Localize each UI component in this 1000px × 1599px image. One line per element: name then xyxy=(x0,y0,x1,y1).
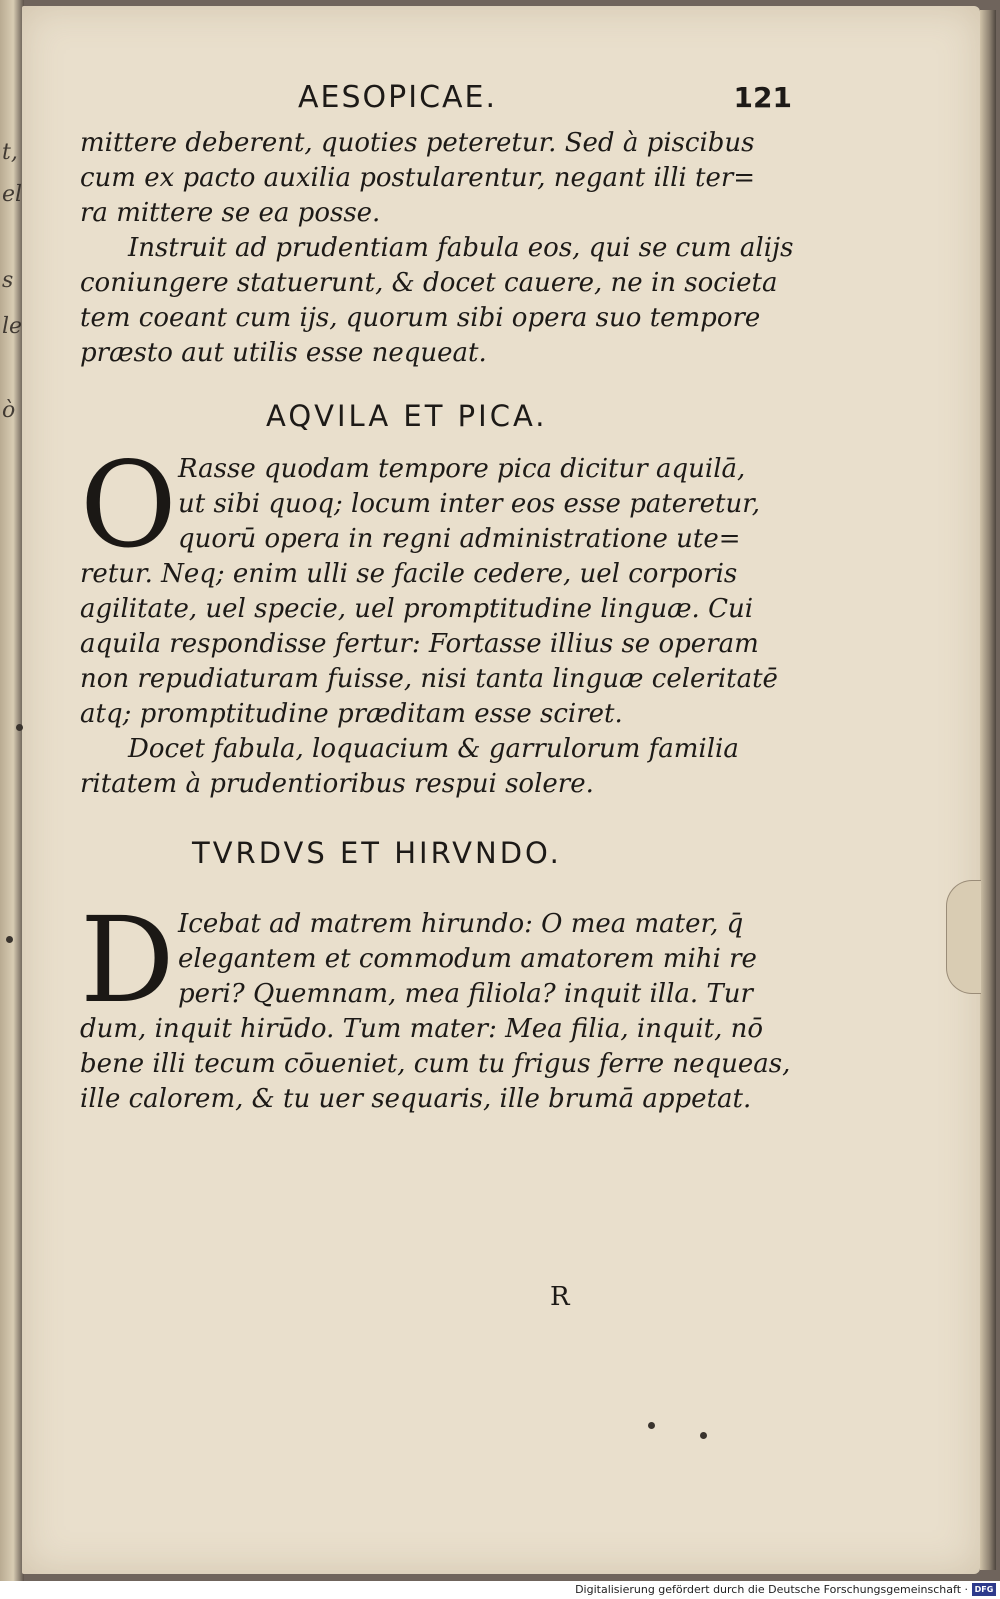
text-line: bene illi tecum cōueniet, cum tu frigus ferre nequeas, xyxy=(80,1049,791,1079)
text-line: Instruit ad prudentiam fabula eos, qui se cum alijs xyxy=(128,233,794,263)
text-line: agilitate, uel specie, uel promptitudine linguæ. Cui xyxy=(80,594,754,624)
catchword: R xyxy=(550,1282,570,1312)
text-line: atq; promptitudine præditam esse sciret. xyxy=(80,699,623,729)
lines-beside-drop-cap xyxy=(80,907,780,1012)
text-line: præsto aut utilis esse nequeat. xyxy=(80,338,487,368)
text-line: aquila respondisse fertur: Fortasse illius se operam xyxy=(80,629,759,659)
text-line: tem coeant cum ijs, quorum sibi opera suo tempore xyxy=(80,303,761,333)
fable-paragraph xyxy=(80,436,780,732)
page-number: 121 xyxy=(733,81,792,114)
drop-cap: D xyxy=(80,891,175,1029)
page-text xyxy=(80,80,794,1117)
fable-title: TVRDVS ET HIRVNDO. xyxy=(192,836,562,870)
text-line: coniungere statuerunt, & docet cauere, ne in societa xyxy=(80,268,778,298)
moral-paragraph xyxy=(80,231,794,371)
dfg-logo: DFG xyxy=(972,1583,996,1596)
text-line: quorū opera in regni administratione ute= xyxy=(178,524,741,554)
text-line: retur. Neq; enim ulli se facile cedere, uel corporis xyxy=(80,559,738,589)
drop-cap: O xyxy=(80,436,177,574)
fable-title: AQVILA ET PICA. xyxy=(266,399,548,433)
text-line: Icebat ad matrem hirundo: O mea mater, q̄ xyxy=(178,909,744,939)
margin-fragment: ò xyxy=(2,398,16,423)
margin-fragment: s xyxy=(2,268,14,293)
text-line: ra mittere se ea posse. xyxy=(80,198,381,228)
margin-fragment: le xyxy=(2,314,23,339)
fable-paragraph xyxy=(80,891,791,1117)
text-line: ritatem à prudentioribus respui solere. xyxy=(80,769,594,799)
text-line: cum ex pacto auxilia postularentur, negant illi ter= xyxy=(80,163,756,193)
header xyxy=(80,80,792,120)
text-line: non repudiaturam fuisse, nisi tanta linguæ celeritatē xyxy=(80,664,778,694)
previous-page-edge xyxy=(0,0,24,1581)
margin-fragment: t, xyxy=(2,140,18,165)
page-edge xyxy=(980,10,996,1570)
lines-beside-drop-cap xyxy=(80,452,780,557)
fable-ending xyxy=(80,126,780,231)
text-line: peri? Quemnam, mea filiola? inquit illa. Tur xyxy=(178,979,753,1009)
ink-speck xyxy=(16,724,23,731)
moral-paragraph xyxy=(80,732,780,802)
ink-speck xyxy=(648,1422,655,1429)
text-line: dum, inquit hirūdo. Tum mater: Mea filia, inquit, nō xyxy=(80,1014,764,1044)
text-line: ut sibi quoq; locum inter eos esse pateretur, xyxy=(178,489,761,519)
ink-speck xyxy=(700,1432,707,1439)
margin-fragment: el xyxy=(2,182,23,207)
ink-speck xyxy=(6,936,13,943)
text-line: elegantem et commodum amatorem mihi re xyxy=(178,944,757,974)
funding-credit: Digitalisierung gefördert durch die Deutsche Forschungsgemeinschaft · xyxy=(575,1583,968,1596)
footer-bar xyxy=(0,1581,1000,1599)
text-line: Rasse quodam tempore pica dicitur aquilā, xyxy=(178,454,746,484)
text-line: ille calorem, & tu uer sequaris, ille brumā appetat. xyxy=(80,1084,752,1114)
page-tab xyxy=(946,880,981,994)
text-line: mittere deberent, quoties peteretur. Sed à piscibus xyxy=(80,128,755,158)
running-head: AESOPICAE. xyxy=(298,80,498,115)
text-line: Docet fabula, loquacium & garrulorum familia xyxy=(128,734,739,764)
